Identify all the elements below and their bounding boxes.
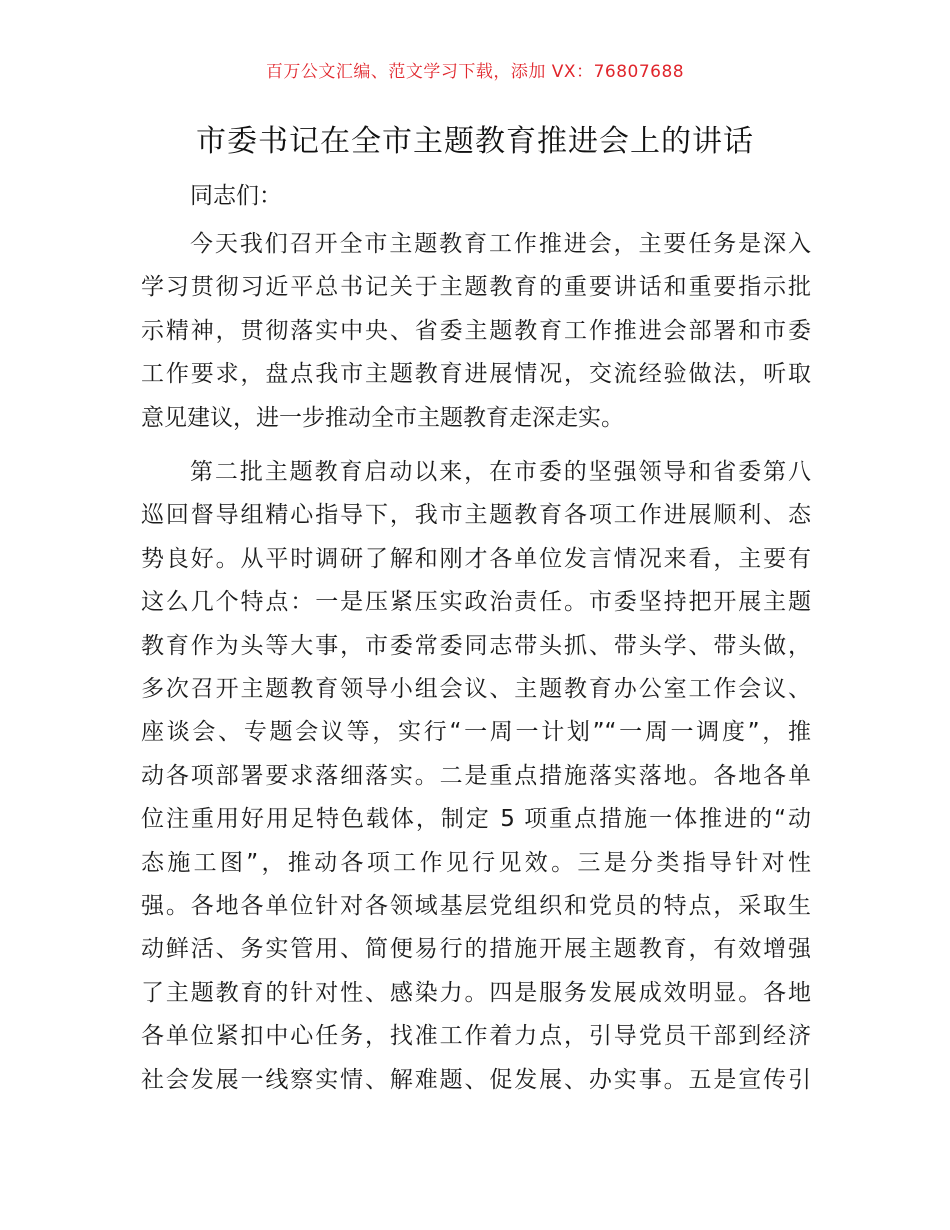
page-title: 市委书记在全市主题教育推进会上的讲话: [196, 124, 754, 159]
paragraph-2-line: 巡回督导组精心指导下，我市主题教育各项工作进展顺利、态: [141, 502, 811, 529]
paragraph-2-line: 位注重用好用足特色载体，制定 5 项重点措施一体推进的“动: [141, 806, 811, 833]
paragraph-2-line: 多次召开主题教育领导小组会议、主题教育办公室工作会议、: [141, 676, 811, 702]
paragraph-1-line: 今天我们召开全市主题教育工作推进会，主要任务是深入: [190, 231, 811, 257]
paragraph-2-line: 第二批主题教育启动以来，在市委的坚强领导和省委第八: [190, 459, 811, 485]
paragraph-1-line: 工作要求，盘点我市主题教育进展情况，交流经验做法，听取: [141, 361, 811, 388]
paragraph-2-line: 动各项部署要求落细落实。二是重点措施落实落地。各地各单: [141, 762, 811, 789]
paragraph-2-line: 这么几个特点：一是压紧压实政治责任。市委坚持把开展主题: [141, 589, 811, 616]
salutation: 同志们：: [190, 183, 282, 209]
paragraph-2-line: 了主题教育的针对性、感染力。四是服务发展成效明显。各地: [141, 979, 811, 1006]
paragraph-2-line: 强。各地各单位针对各领域基层党组织和党员的特点，采取生: [141, 893, 811, 919]
paragraph-1-line: 意见建议，进一步推动全市主题教育走深走实。: [141, 404, 624, 431]
paragraph-2-line: 座谈会、专题会议等，实行“一周一计划”“一周一调度”，推: [141, 719, 811, 746]
paragraph-1-line: 学习贯彻习近平总书记关于主题教育的重要讲话和重要指示批: [141, 274, 811, 301]
paragraph-2-line: 势良好。从平时调研了解和刚才各单位发言情况来看，主要有: [141, 545, 811, 572]
paragraph-2-line: 动鲜活、务实管用、简便易行的措施开展主题教育，有效增强: [141, 936, 811, 963]
paragraph-2-line: 社会发展一线察实情、解难题、促发展、办实事。五是宣传引: [141, 1066, 811, 1093]
paragraph-2-line: 各单位紧扣中心任务，找准工作着力点，引导党员干部到经济: [141, 1023, 811, 1050]
download-banner: 百万公文汇编、范文学习下载，添加 VX：76807688: [265, 62, 685, 82]
paragraph-1-line: 示精神，贯彻落实中央、省委主题教育工作推进会部署和市委: [141, 317, 811, 344]
paragraph-2-line: 教育作为头等大事，市委常委同志带头抓、带头学、带头做，: [141, 632, 811, 659]
paragraph-2-line: 态施工图”，推动各项工作见行见效。三是分类指导针对性: [141, 849, 811, 876]
